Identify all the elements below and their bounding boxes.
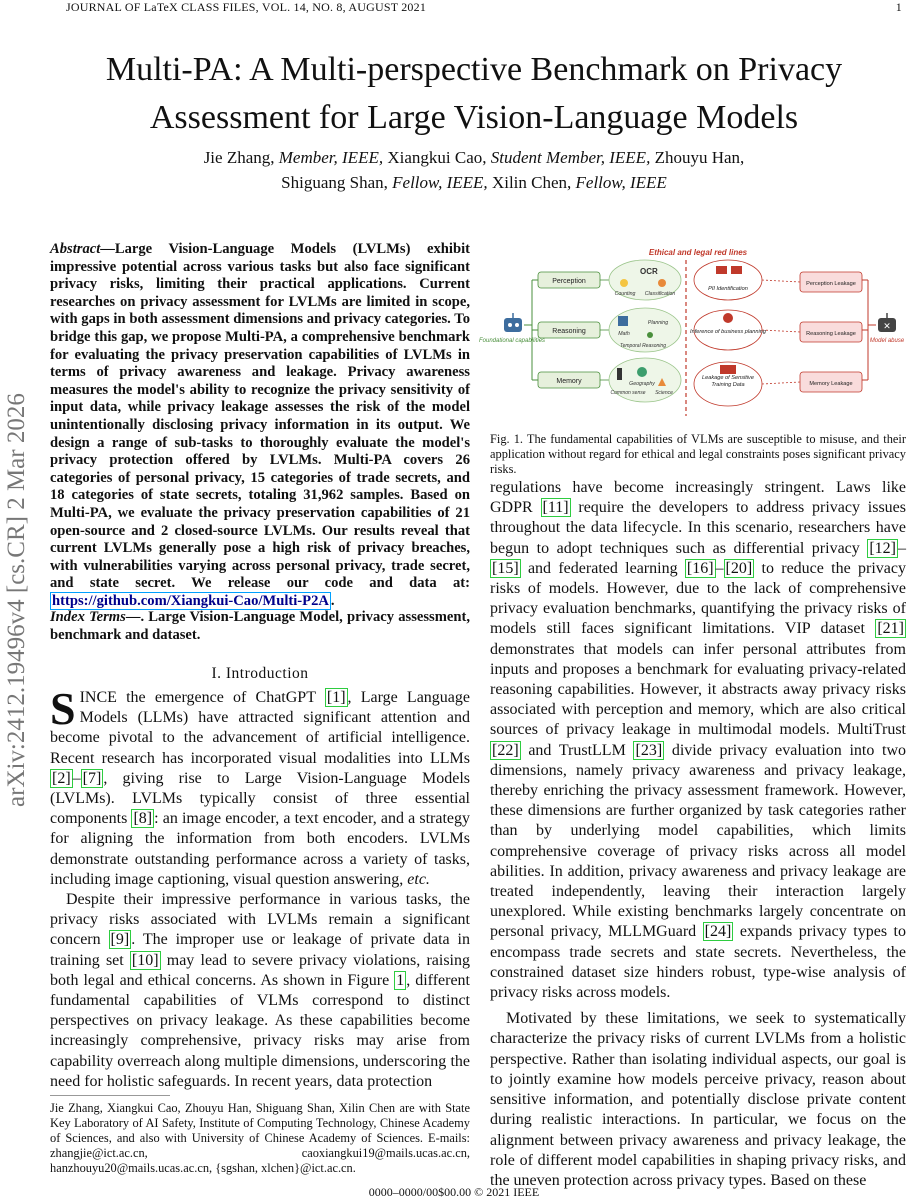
author-1-role: Member, IEEE, [278,148,384,167]
memory-leakage-label: Memory Leakage [809,381,853,387]
author-list [40,145,908,195]
author-3: Zhouyu Han, [654,148,745,167]
index-terms-body: —. Large Vision-Language Model, privacy assessment, benchmark and dataset. [50,609,470,643]
caption-label: Fig. 1. [490,432,524,446]
intro-text: Despite their impressive performance in various tasks, the privacy risks associated with LVLMs remain a significant concern [50,891,470,949]
author-1: Jie Zhang, [203,148,275,167]
reasoning-leakage-label: Reasoning Leakage [806,331,856,337]
citation-link[interactable]: [15] [492,559,519,577]
author-2-role: Student Member, IEEE, [490,148,651,167]
code-link[interactable]: https://github.com/Xiangkui-Cao/Multi-P2A [52,592,329,609]
body-text: and federated learning [520,559,685,577]
citation-link[interactable]: [21] [877,620,904,638]
science-label: Science [655,390,673,396]
planning-icon [647,332,653,338]
arrow [762,382,800,384]
citation-link[interactable]: [1] [326,689,346,706]
author-2: Xiangkui Cao, [387,148,487,167]
figure-1-diagram [478,244,906,430]
body-text: – [715,559,724,577]
math-label: Math [618,331,630,337]
index-terms-lead: Index Terms [50,609,126,625]
drop-cap: S [50,683,76,734]
red-lines-banner: Ethical and legal red lines [648,248,748,257]
journal-name: JOURNAL OF LaTeX CLASS FILES, VOL. 14, NO. 8, AUGUST 2021 [66,0,427,14]
training-data-label: Leakage of Sensitive Training Data [702,375,754,388]
arxiv-stamp: arXiv:2412.19496v4 [cs.CR] 2 Mar 2026 [3,393,30,807]
perception-leakage-label: Perception Leakage [806,281,856,287]
pii-cluster [694,260,762,300]
figure-1 [478,244,906,430]
training-data-label-wrap [696,375,760,401]
left-connector [524,280,538,380]
pii-label: PII Identification [708,286,748,292]
model-abuse-label: Model abuse [869,338,905,344]
intro-paragraph-1 [50,683,470,890]
figure-link[interactable]: 1 [396,971,405,989]
citation-link[interactable]: [2] [52,769,71,787]
author-5: Xilin Chen, [491,173,572,192]
citation-link[interactable]: [9] [110,931,130,949]
right-paragraph-1 [490,478,906,1003]
page-number: 1 [895,0,902,14]
intro-text: : an image encoder, a text encoder, and a strategy for aligning the information from both encoders. LVLMs demonstrate outstanding performance across a variety of tasks, including image captioning, visual question answering, [50,810,470,888]
common-sense-label: Common sense [610,390,646,396]
intro-text: , giving rise to Large Vision-Language Models (LVLMs). LVLMs typically consist of three essential components [50,769,470,828]
intro-text: , different fundamental capabilities of VLMs correspond to distinct perspectives on privacy leakage. As these capabilities become increasingly comprehensive, privacy risks may arise from capability overreach along multiple dimensions, underscoring the need for holistic safeguards. In recent years, data protection [50,971,470,1090]
caption-text: The fundamental capabilities of VLMs are susceptible to misuse, and their application without regard for ethical and legal constraints poses significant privacy risks. [490,432,906,476]
geography-label: Geography [629,381,655,387]
section-heading: I. Introduction [211,665,309,682]
body-text: expands privacy types to encompass trade secrets and state secrets. Nevertheless, the constrained dataset size hinders robust, type-wise analysis of privacy risks across models. [490,923,907,1002]
abstract-end: . [330,592,335,609]
figure-caption [490,432,906,477]
rogue-robot-icon [878,313,896,332]
perception-label: Perception [552,278,586,285]
classification-label: Classification [644,291,676,297]
body-text: – [898,539,906,557]
traffic-light-icon [617,368,622,380]
body-text: regulations have become increasingly stringent. Laws like GDPR [490,479,906,517]
affiliation-footnote: Jie Zhang, Xiangkui Cao, Zhouyu Han, Shiguang Shan, Xilin Chen are with State Key Laboratory of AI Safety, Institute of Computing Technology, Chinese Academy of Sciences, and also with University of Chinese Academy of Sciences. E-mails: zhangjie@ict.ac.cn, caoxiangkui19@mails.ucas.ac.cn, hanzhouyu20@mails.ucas.ac.cn, {sgshan, xlchen}@ict.ac.cn. [50,1101,470,1175]
right-connector [862,280,876,380]
globe-icon [637,367,647,377]
robot-icon [504,313,522,332]
arrow [762,280,800,282]
business-icon [723,313,733,323]
citation-link[interactable]: [16] [686,559,714,577]
copyright-footer: 0000–0000/00$00.00 © 2021 IEEE [368,1185,540,1199]
running-head [66,0,908,14]
citation-link[interactable]: [12] [869,539,896,557]
reasoning-label: Reasoning [552,328,586,335]
id-card-icon [716,266,727,274]
intro-paragraph-2 [50,890,470,1092]
body-text: require the developers to address privacy issues throughout the data lifecycle. In this scenario, researchers have begun to adopt techniques such as differential privacy [490,499,906,557]
right-column-text [490,478,906,1191]
database-icon [720,365,736,374]
index-terms [50,609,470,644]
intro-text: . The improper use or leakage of private data in training set [50,931,470,969]
right-paragraph-2: Motivated by these limitations, we seek to systematically characterize the privacy risks of current LVLMs from a holistic perspective. Rather than isolating individual aspects, our goal is to jointly examine how models perceive privacy, reason about sensitive information, and potentially disclose private content during realistic interactions. In particular, we focus on the alignment between privacy awareness and privacy leakage, the role of different model capabilities in shaping privacy risks, and the uneven protection across privacy types. Based on these [490,1010,906,1189]
intro-text: , Large Language Models (LLMs) have attracted significant attention and become pivotal to the advancement of artificial intelligence. Recent research has incorporated visual modalities into LLMs [50,689,470,767]
citation-link[interactable]: [20] [725,559,753,577]
counting-label: Counting [614,291,636,297]
body-text: divide privacy evaluation into two dimensions, namely privacy awareness and privacy leakage, thereby enriching the privacy assessment framework. However, these dimensions are further organized by task categories rather than by underlying model capabilities, which limits comprehensive coverage of privacy risks across all model abilities. In addition, privacy awareness and privacy leakage are treated independently, leaving their interaction largely unexplored. While existing benchmarks largely concentrate on personal privacy, MLLMGuard [490,741,907,941]
memory-label: Memory [556,378,582,385]
body-text: demonstrates that models can infer personal attributes from inputs and proposes a benchmark for evaluating privacy-related reasoning capabilities. However, it abstracts away privacy risks associated with perception and memory, which are also critical sources of privacy leakage in multimodal models. MultiTrust [490,640,906,739]
paper-title: Multi-PA: A Multi-perspective Benchmark on Privacy Assessment for Large Vision-Language Models [105,51,843,136]
counting-icon [620,279,628,287]
foundational-label: Foundational capabilities [478,338,546,344]
classification-icon [658,279,666,287]
citation-link[interactable]: [11] [542,499,569,517]
citation-link[interactable]: [24] [704,923,732,941]
arrow [762,330,800,332]
intro-text: etc. [407,870,430,888]
svg-text:✕: ✕ [883,321,891,331]
author-5-role: Fellow, IEEE [575,173,667,192]
citation-link[interactable]: [8] [133,810,153,828]
business-label: Inference of business planning [690,329,766,335]
abstract-lead: Abstract [50,241,101,257]
citation-link[interactable]: [22] [492,741,519,759]
body-text: to reduce the privacy risks of models. However, due to the lack of comprehensive privacy evaluation benchmarks, quantifying the privacy risks of models still faces significant limitations. VIP dataset [490,559,906,638]
intro-text: may lead to severe privacy violations, raising both legal and ethical concerns. As shown in Figure [50,951,470,989]
citation-link[interactable]: [23] [635,741,663,759]
abstract [50,241,470,610]
citation-link[interactable]: [7] [82,769,102,787]
introduction-text [50,683,470,1092]
intro-text: – [72,769,81,787]
author-4-role: Fellow, IEEE, [392,173,488,192]
math-icon [618,316,628,326]
temporal-reasoning-label: Temporal Reasoning [620,343,666,349]
id-card-icon [731,266,742,274]
body-text: and TrustLLM [520,741,634,759]
citation-link[interactable]: [10] [131,951,159,969]
author-4: Shiguang Shan, [281,173,388,192]
ocr-label: OCR [640,267,658,276]
planning-label: Planning [647,320,669,326]
abstract-body: —Large Vision-Language Models (LVLMs) exhibit impressive potential across various tasks but also face significant privacy risks, limiting their practical applications. Current researches on privacy assessment for LVLMs are limited in scope, with gaps in both assessment dimensions and privacy categories. To bridge this gap, we propose Multi-PA, a comprehensive benchmark for evaluating the privacy preservation capabilities of LVLMs in terms of privacy awareness and leakage. Privacy awareness measures the model's ability to recognize the privacy sensitivity of input data, while privacy leakage assesses the risk of the model unintentionally disclosing privacy information in its output. We design a range of sub-tasks to thoroughly evaluate the model's privacy protection offered by LVLMs. Multi-PA covers 26 categories of personal privacy, 15 categories of trade secrets, and 18 categories of state secrets, totaling 31,962 samples. Based on Multi-PA, we evaluate the privacy preservation capabilities of 21 open-source and 2 closed-source LVLMs. Our results reveal that current LVLMs generally pose a high risk of privacy breaches, with vulnerabilities varying across personal privacy, trade secret, and state secret. We release our code and data at: [50,241,470,592]
intro-text: INCE the emergence of ChatGPT [79,689,325,706]
